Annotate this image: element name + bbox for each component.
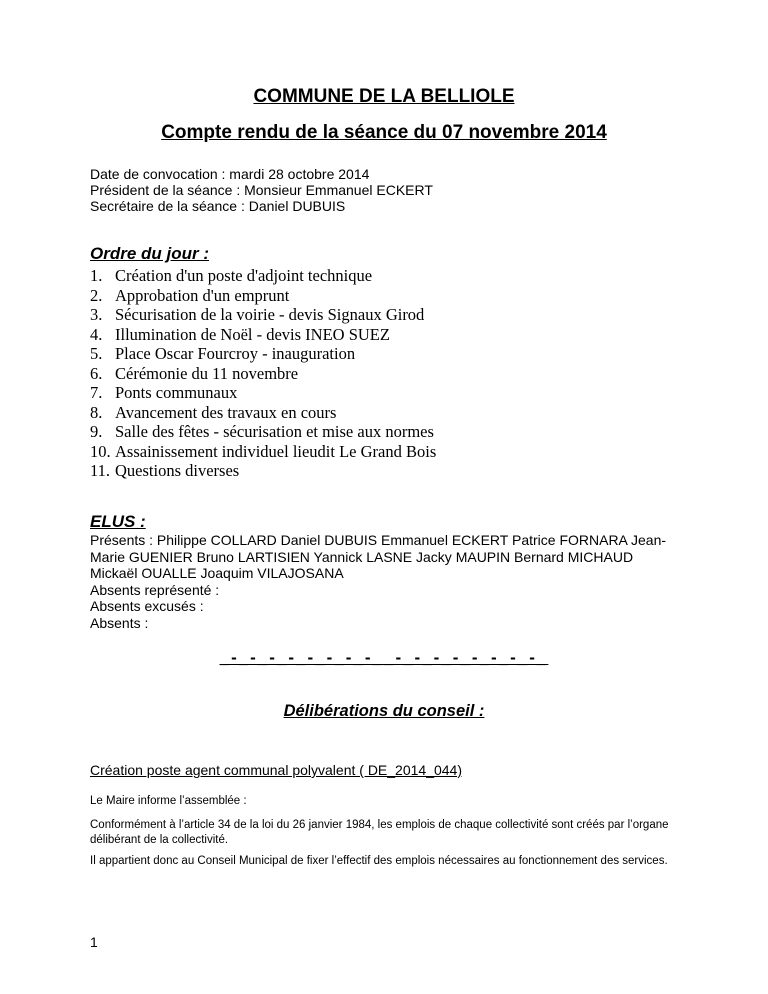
page-number: 1: [90, 934, 98, 950]
deliberation-paragraph: Le Maire informe l’assemblée :: [90, 795, 247, 807]
agenda-item-number: 9.: [90, 422, 103, 441]
agenda-item: [90, 422, 436, 442]
agenda-item-number: 6.: [90, 363, 103, 383]
agenda-item: [90, 325, 436, 345]
agenda-item-number: 4.: [90, 324, 103, 344]
agenda-item-text: Ponts communaux: [115, 383, 238, 402]
absents: Absents :: [90, 614, 149, 631]
agenda-item-text: Questions diverses: [115, 461, 240, 480]
agenda-item-text: Avancement des travaux en cours: [115, 402, 337, 422]
convocation-date: Date de convocation : mardi 28 octobre 2014: [90, 166, 370, 182]
page-title: COMMUNE DE LA BELLIOLE: [253, 86, 515, 107]
agenda-item-number: 8.: [90, 402, 103, 422]
agenda-item: [90, 364, 436, 384]
deliberations-heading: Délibérations du conseil :: [283, 702, 485, 720]
agenda-item-number: 2.: [90, 285, 103, 305]
agenda-item-number: 7.: [90, 383, 103, 402]
section-separator: _-_-_-_-_-_-_-_-__-_-_-_-_-_-_-_-_: [219, 648, 549, 667]
agenda-item-number: 11.: [90, 461, 111, 480]
agenda-item: [90, 403, 436, 423]
agenda-item: [90, 442, 436, 462]
attendance-block: [90, 532, 680, 631]
agenda-list: [90, 266, 436, 481]
agenda-item-text: Sécurisation de la voirie - devis Signaux Girod: [115, 305, 425, 324]
agenda-item: [90, 305, 436, 325]
agenda-item-text: Illumination de Noël - devis INEO SUEZ: [115, 324, 390, 344]
agenda-item-number: 10.: [90, 441, 111, 461]
agenda-item-number: 5.: [90, 344, 103, 363]
agenda-heading: Ordre du jour :: [90, 244, 209, 263]
absents-excuses: Absents excusés :: [90, 598, 204, 614]
presents-list: Présents : Philippe COLLARD Daniel DUBUIS Emmanuel ECKERT Patrice FORNARA Jean-Marie GUENIER Bruno LARTISIEN Yannick LASNE Jacky MAUPIN Bernard MICHAUD Mickaël OUALLE Joaquim VILAJOSANA: [90, 532, 667, 581]
agenda-item-text: Cérémonie du 11 novembre: [115, 363, 299, 383]
session-president: Président de la séance : Monsieur Emmanuel ECKERT: [90, 182, 433, 198]
agenda-item-text: Salle des fêtes - sécurisation et mise aux normes: [115, 422, 434, 441]
absents-represente: Absents représenté :: [90, 581, 220, 598]
agenda-item-number: 3.: [90, 305, 103, 324]
agenda-item-text: Approbation d'un emprunt: [115, 285, 290, 305]
deliberation-paragraph: Conformément à l’article 34 de la loi du 26 janvier 1984, les emplois de chaque collectivité sont créés par l’organe délibérant de la collectivité.: [90, 819, 669, 846]
agenda-item: [90, 461, 436, 481]
agenda-item-number: 1.: [90, 266, 103, 285]
meeting-info: [90, 166, 433, 214]
agenda-item: [90, 286, 436, 306]
agenda-item: [90, 266, 436, 286]
agenda-item-text: Assainissement individuel lieudit Le Grand Bois: [115, 441, 437, 461]
agenda-item-text: Création d'un poste d'adjoint technique: [115, 266, 373, 285]
agenda-item: [90, 383, 436, 403]
page-subtitle: Compte rendu de la séance du 07 novembre 2014: [161, 122, 607, 143]
agenda-item: [90, 344, 436, 364]
elus-heading: ELUS :: [90, 512, 146, 531]
deliberation-paragraph: Il appartient donc au Conseil Municipal de fixer l’effectif des emplois nécessaires au fonctionnement des services.: [90, 855, 668, 867]
agenda-item-text: Place Oscar Fourcroy - inauguration: [115, 344, 356, 363]
session-secretary: Secrétaire de la séance : Daniel DUBUIS: [90, 198, 346, 214]
deliberation-title: Création poste agent communal polyvalent ( DE_2014_044): [90, 762, 463, 778]
